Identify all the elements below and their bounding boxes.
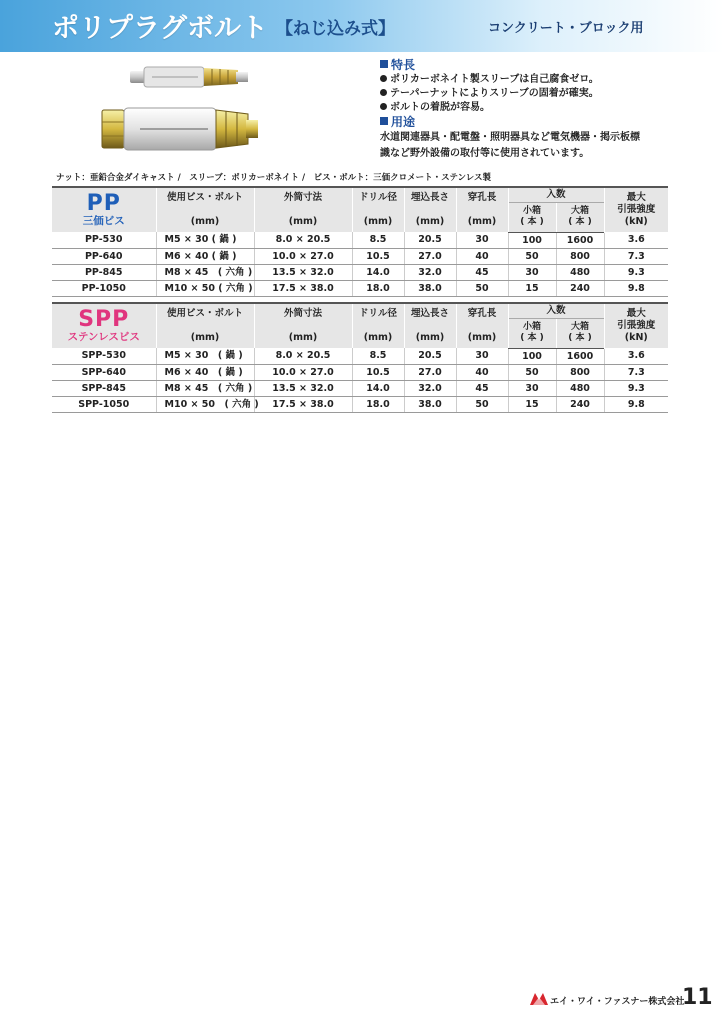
cell-small: 50 (508, 248, 556, 264)
cell-large: 240 (556, 396, 604, 412)
col-hole: 穿孔長 (mm) (456, 187, 508, 232)
cell-outer: 13.5 × 32.0 (254, 264, 352, 280)
cell-embed: 20.5 (404, 348, 456, 364)
col-outer: 外筒寸法 (mm) (254, 187, 352, 232)
col-small-box: 小箱 ( 本 ) (508, 202, 556, 232)
cell-embed: 27.0 (404, 364, 456, 380)
page-subtitle: 【ねじ込み式】 (276, 19, 395, 39)
cell-outer: 8.0 × 20.5 (254, 348, 352, 364)
usage-heading: 用途 (380, 115, 710, 130)
feature-item: ボルトの着脱が容易。 (380, 101, 710, 115)
cell-large: 1600 (556, 232, 604, 248)
cell-embed: 32.0 (404, 380, 456, 396)
col-embed: 埋込長さ (mm) (404, 303, 456, 348)
cell-hole: 40 (456, 364, 508, 380)
col-screw: 使用ビス・ボルト (mm) (156, 187, 254, 232)
spp-brand: SPP (78, 307, 130, 332)
table-row (52, 364, 668, 380)
cell-hole: 45 (456, 380, 508, 396)
table-row (52, 348, 668, 364)
cell-large: 240 (556, 280, 604, 296)
col-outer: 外筒寸法 (mm) (254, 303, 352, 348)
cell-embed: 27.0 (404, 248, 456, 264)
cell-large: 800 (556, 248, 604, 264)
col-max: 最大 引張強度 (kN) (604, 303, 668, 348)
cell-max: 3.6 (604, 348, 668, 364)
cell-small: 15 (508, 396, 556, 412)
cell-small: 50 (508, 364, 556, 380)
company-name: エイ・ワイ・ファスナー株式会社 (550, 997, 685, 1007)
col-drill: ドリル径 (mm) (352, 187, 404, 232)
cell-small: 30 (508, 380, 556, 396)
cell-screw: M10 × 50 ( 六角 ) (156, 396, 254, 412)
cell-drill: 10.5 (352, 248, 404, 264)
cell-large: 800 (556, 364, 604, 380)
pp-spec-table (52, 186, 668, 297)
col-large-box: 大箱 ( 本 ) (556, 202, 604, 232)
cell-small: 100 (508, 348, 556, 364)
cell-drill: 10.5 (352, 364, 404, 380)
cell-model: PP-640 (52, 248, 156, 264)
col-max: 最大 引張強度 (kN) (604, 187, 668, 232)
col-embed: 埋込長さ (mm) (404, 187, 456, 232)
cell-max: 9.8 (604, 396, 668, 412)
features-heading: 特長 (380, 58, 710, 73)
square-bullet-icon (380, 60, 388, 68)
pp-brand: PP (86, 191, 121, 216)
cell-embed: 32.0 (404, 264, 456, 280)
cell-outer: 13.5 × 32.0 (254, 380, 352, 396)
col-screw: 使用ビス・ボルト (mm) (156, 303, 254, 348)
page-title: ポリプラグボルト (52, 13, 268, 44)
cell-hole: 40 (456, 248, 508, 264)
materials-note: ナット：亜鉛合金ダイキャスト / スリーブ：ポリカーボネイト / ビス・ボルト：三価クロメート・ステンレス製 (56, 173, 492, 183)
bullet-icon (380, 89, 387, 96)
cell-screw: M5 × 30 ( 鍋 ) (156, 232, 254, 248)
spp-spec-table (52, 302, 668, 413)
table-row (52, 232, 668, 248)
cell-small: 15 (508, 280, 556, 296)
cell-hole: 30 (456, 232, 508, 248)
cell-drill: 18.0 (352, 396, 404, 412)
cell-model: PP-845 (52, 264, 156, 280)
cell-max: 3.6 (604, 232, 668, 248)
cell-screw: M10 × 50 ( 六角 ) (156, 280, 254, 296)
feature-item: テーパーナットによりスリーブの固着が確実。 (380, 87, 710, 101)
cell-hole: 45 (456, 264, 508, 280)
cell-outer: 17.5 × 38.0 (254, 280, 352, 296)
cell-drill: 8.5 (352, 348, 404, 364)
cell-large: 480 (556, 264, 604, 280)
bullet-icon (380, 103, 387, 110)
table-row (52, 380, 668, 396)
usage-label: コンクリート・ブロック用 (488, 21, 644, 36)
cell-drill: 18.0 (352, 280, 404, 296)
cell-outer: 10.0 × 27.0 (254, 248, 352, 264)
cell-large: 480 (556, 380, 604, 396)
spp-brand-sub: ステンレスビス (67, 331, 140, 343)
cell-model: SPP-845 (52, 380, 156, 396)
col-small-box: 小箱 ( 本 ) (508, 318, 556, 348)
cell-screw: M8 × 45 ( 六角 ) (156, 264, 254, 280)
col-qty: 入数 (508, 303, 604, 318)
cell-small: 100 (508, 232, 556, 248)
header-banner (0, 0, 724, 52)
cell-hole: 50 (456, 396, 508, 412)
cell-outer: 10.0 × 27.0 (254, 364, 352, 380)
cell-model: PP-530 (52, 232, 156, 248)
cell-screw: M6 × 40 ( 鍋 ) (156, 364, 254, 380)
col-hole: 穿孔長 (mm) (456, 303, 508, 348)
table-row (52, 264, 668, 280)
col-drill: ドリル径 (mm) (352, 303, 404, 348)
bullet-icon (380, 75, 387, 82)
cell-max: 9.3 (604, 380, 668, 396)
features-section (380, 58, 710, 162)
table-row (52, 280, 668, 296)
cell-max: 9.8 (604, 280, 668, 296)
cell-large: 1600 (556, 348, 604, 364)
cell-embed: 38.0 (404, 396, 456, 412)
table-row (52, 396, 668, 412)
cell-screw: M5 × 30 ( 鍋 ) (156, 348, 254, 364)
cell-drill: 8.5 (352, 232, 404, 248)
spp-brand-cell (52, 303, 156, 348)
cell-screw: M6 × 40 ( 鍋 ) (156, 248, 254, 264)
cell-max: 7.3 (604, 248, 668, 264)
feature-item: ポリカーボネイト製スリーブは自己腐食ゼロ。 (380, 73, 710, 87)
table-row (52, 248, 668, 264)
small-bolt-image (128, 62, 250, 92)
col-large-box: 大箱 ( 本 ) (556, 318, 604, 348)
usage-text: 水道関連器具・配電盤・照明器具など電気機器・掲示板標 識など野外設備の取付等に使用されています。 (380, 132, 640, 159)
cell-model: SPP-530 (52, 348, 156, 364)
cell-model: SPP-1050 (52, 396, 156, 412)
cell-model: SPP-640 (52, 364, 156, 380)
square-bullet-icon (380, 117, 388, 125)
page-number: 11 (682, 985, 713, 1010)
cell-embed: 20.5 (404, 232, 456, 248)
cell-hole: 30 (456, 348, 508, 364)
cell-drill: 14.0 (352, 264, 404, 280)
cell-hole: 50 (456, 280, 508, 296)
large-bolt-image (100, 104, 260, 154)
cell-max: 7.3 (604, 364, 668, 380)
cell-model: PP-1050 (52, 280, 156, 296)
col-qty: 入数 (508, 187, 604, 202)
pp-brand-cell (52, 187, 156, 232)
cell-drill: 14.0 (352, 380, 404, 396)
cell-screw: M8 × 45 ( 六角 ) (156, 380, 254, 396)
cell-outer: 8.0 × 20.5 (254, 232, 352, 248)
cell-embed: 38.0 (404, 280, 456, 296)
company-logo-icon (530, 992, 548, 1006)
cell-small: 30 (508, 264, 556, 280)
pp-brand-sub: 三価ビス (82, 215, 125, 227)
cell-outer: 17.5 × 38.0 (254, 396, 352, 412)
cell-max: 9.3 (604, 264, 668, 280)
